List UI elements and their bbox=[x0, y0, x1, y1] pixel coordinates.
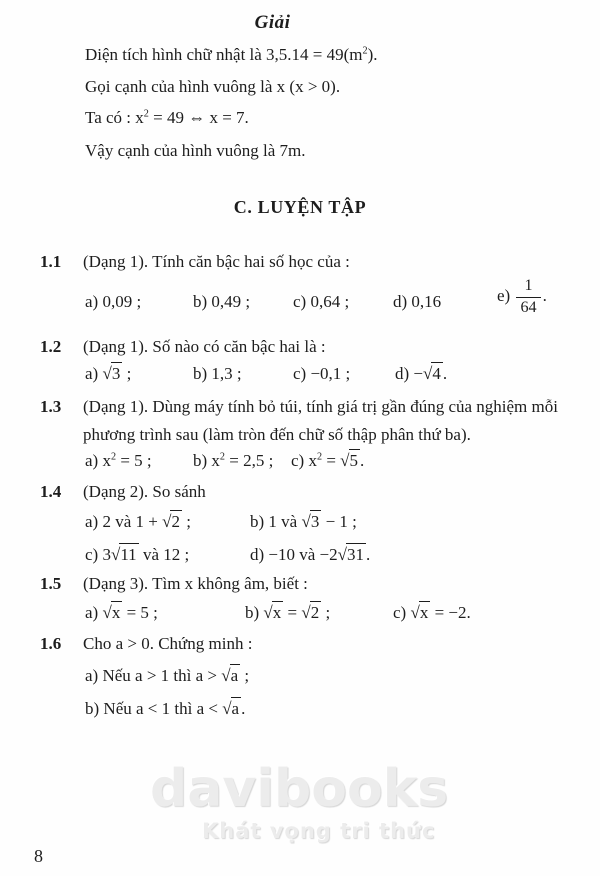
exercise-text: (Dạng 1). Dùng máy tính bỏ túi, tính giá trị gần đúng của nghiệm mỗi bbox=[83, 397, 558, 416]
solution-line: Gọi cạnh của hình vuông là x (x > 0). bbox=[85, 77, 341, 96]
sqrt-expression: √3 bbox=[301, 512, 320, 531]
exercise-option: b) 1,3 ; bbox=[193, 364, 242, 383]
exercise-number: 1.4 bbox=[40, 482, 62, 501]
exercise-option: b) 1 và √3 − 1 ; bbox=[250, 512, 357, 531]
exercise-option: c) 3√11 và 12 ; bbox=[85, 545, 190, 564]
solution-line: Ta có : $x^2 = 49$ ⇔ x = 7. bbox=[85, 108, 249, 127]
sqrt-expression: √5 bbox=[340, 451, 358, 470]
sqrt-expression: √x bbox=[410, 603, 429, 622]
exercise-option: b) $x^2 = 2,5$ ; bbox=[193, 451, 274, 470]
exercise-option: a) 2 và 1 + √2 ; bbox=[85, 512, 191, 531]
exercise-option: d) 0,16 bbox=[393, 292, 442, 311]
exercise-option: c) √x = −2. bbox=[393, 603, 471, 622]
exercise-number: 1.6 bbox=[40, 634, 62, 653]
exercise-option: b) Nếu a < 1 thì a < √a . bbox=[85, 699, 246, 718]
exercise-option: b) √x = √2 ; bbox=[245, 603, 331, 622]
exercise-text: Cho a > 0. Chứng minh : bbox=[83, 634, 253, 653]
exercise-option: c) −0,1 ; bbox=[293, 364, 351, 383]
exercise-option: c) 0,64 ; bbox=[293, 292, 350, 311]
exercise-option: a) 0,09 ; bbox=[85, 292, 142, 311]
exercise-number: 1.5 bbox=[40, 574, 62, 593]
sqrt-expression: √2 bbox=[162, 512, 180, 531]
solution-heading: Giải bbox=[254, 12, 291, 33]
sqrt-expression: √4 bbox=[423, 364, 441, 383]
exercise-option: c) $x^2 = √5$ . bbox=[291, 451, 365, 470]
exercise-text: (Dạng 2). So sánh bbox=[83, 482, 206, 501]
sqrt-expression: √31 bbox=[337, 545, 364, 564]
exercise-text: (Dạng 1). Số nào có căn bậc hai là : bbox=[83, 337, 326, 356]
sqrt-expression: √11 bbox=[110, 545, 137, 564]
sqrt-expression: √a bbox=[221, 666, 239, 685]
exercise-text: phương trình sau (làm tròn đến chữ số thập phân thứ ba). bbox=[83, 425, 471, 444]
watermark-slogan: Khát vọng tri thức bbox=[202, 819, 436, 843]
exercise-number: 1.2 bbox=[40, 337, 62, 356]
exercise-option: a) √x = 5 ; bbox=[85, 603, 158, 622]
exercise-option: d) −10 và −2√31 . bbox=[250, 545, 371, 564]
exercise-option: a) Nếu a > 1 thì a > √a ; bbox=[85, 666, 250, 685]
sqrt-expression: √2 bbox=[301, 603, 320, 622]
fraction: $\frac{1}{64}$ bbox=[516, 277, 540, 317]
solution-line: Diện tích hình chữ nhật là $3,5.14 = 49(m^2)$. bbox=[85, 45, 378, 64]
exercise-text: (Dạng 3). Tìm x không âm, biết : bbox=[83, 574, 308, 593]
section-heading: C. LUYỆN TẬP bbox=[233, 197, 367, 217]
page-number: 8 bbox=[34, 846, 43, 866]
exercise-number: 1.3 bbox=[40, 397, 62, 416]
sqrt-expression: √3 bbox=[102, 364, 121, 383]
watermark-logo: davibooks bbox=[150, 759, 449, 819]
exercise-option: d) −√4 . bbox=[395, 364, 448, 383]
exercise-text: (Dạng 1). Tính căn bậc hai số học của : bbox=[83, 252, 350, 271]
exercise-option: a) $x^2 = 5$ ; bbox=[85, 451, 152, 470]
sqrt-expression: √x bbox=[102, 603, 121, 622]
exercise-option: e) $\frac{1}{64}$ . bbox=[497, 277, 547, 316]
exercise-option: a) √3 ; bbox=[85, 364, 132, 383]
sqrt-expression: √x bbox=[263, 603, 282, 622]
exercise-number: 1.1 bbox=[40, 252, 62, 271]
solution-line: Vậy cạnh của hình vuông là 7m. bbox=[85, 141, 306, 160]
sqrt-expression: √a bbox=[222, 699, 240, 718]
exercise-option: b) 0,49 ; bbox=[193, 292, 251, 311]
